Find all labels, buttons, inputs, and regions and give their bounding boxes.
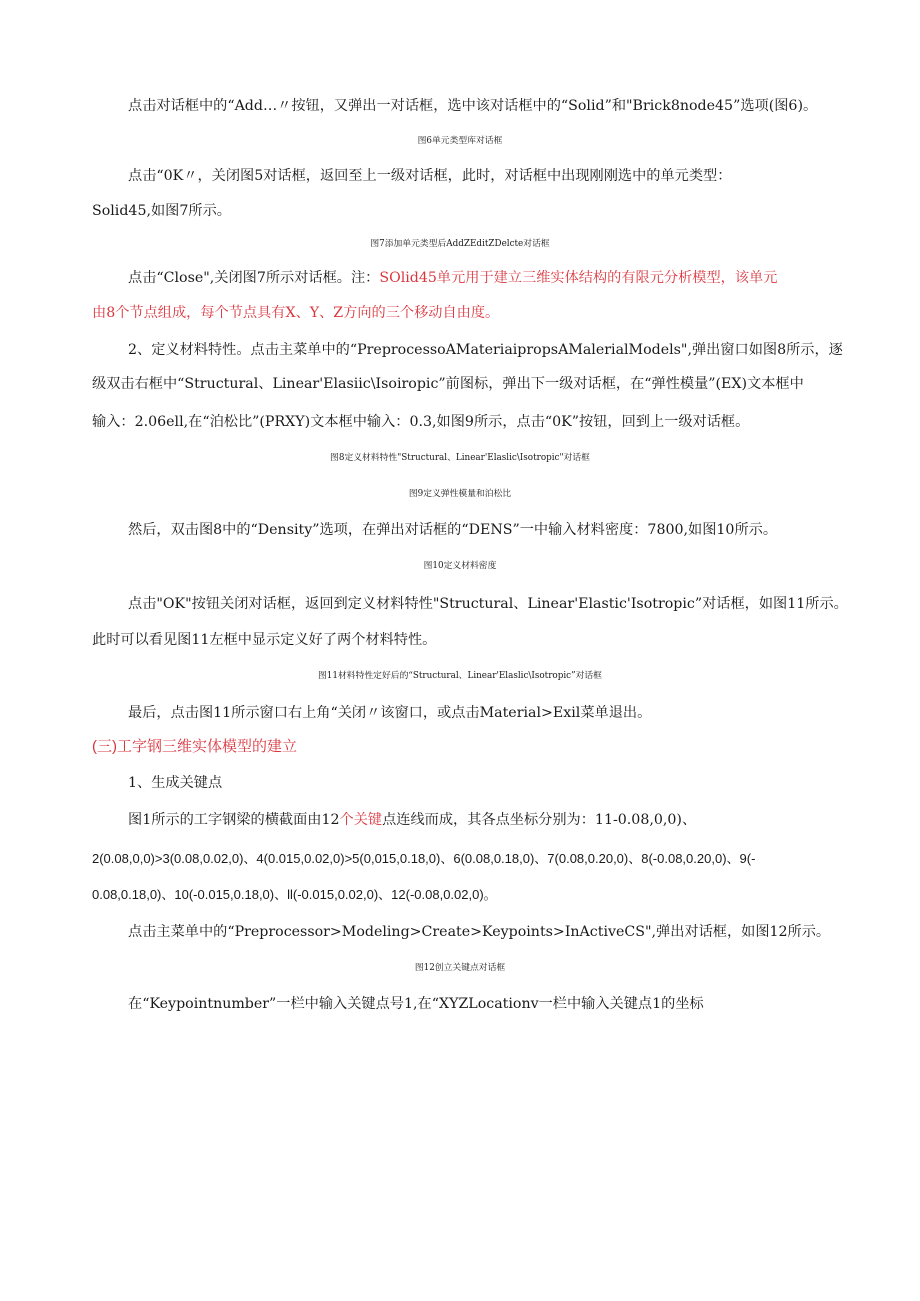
paragraph-define-material-2: 级双击右框中“Structural、Linear'Elasiic\Isoiropic”前图标，弹出下一级对话框，在“弹性模量”(EX)文本框中 xyxy=(92,376,804,392)
keypoint-coordinates-2: 0.08,0.18,0)、10(-0.015,0.18,0)、ll(-0.015,0.02,0)、12(-0.08,0.02,0)。 xyxy=(92,887,497,902)
paragraph-keypoints xyxy=(128,810,696,830)
figure-caption-11: 图11材料特性定好后的“Structural、Linear'Elaslic\Isotropic”对话框 xyxy=(318,671,602,681)
figure-caption-9: 图9定义弹性模量和泊松比 xyxy=(408,489,512,499)
paragraph-two-materials: 此时可以看见图11左框中显示定义好了两个材料特性。 xyxy=(92,632,437,648)
paragraph-add-element: 点击对话框中的“Add…〃按钮，又弹出一对话框，选中该对话框中的“Solid”和"Brick8node45”选项(图6)。 xyxy=(128,98,818,114)
close-note-text: 点击“Close",关闭图7所示对话框。注： xyxy=(128,270,380,286)
paragraph-create-keypoints: 点击主菜单中的“Preprocessor>Modeling>Create>Keypoints>InActiveCS",弹出对话框，如图12所示。 xyxy=(128,924,831,940)
paragraph-density: 然后，双击图8中的“Density”选项，在弹出对话框的“DENS”一中输入材料密度：7800,如图10所示。 xyxy=(128,522,778,538)
figure-caption-7: 图7添加单元类型后AddZEditZDelcte对话框 xyxy=(370,239,550,249)
figure-caption-10: 图10定义材料密度 xyxy=(423,561,497,571)
keypoints-text-a: 图1所示的工字钢梁的横截面由12 xyxy=(128,812,340,828)
solid45-note-continued: 由8个节点组成，每个节点具有X、Y、Z方向的三个移动自由度。 xyxy=(92,305,500,321)
paragraph-define-material-3: 输入：2.06ell,在“泊松比”(PRXY)文本框中输入：0.3,如图9所示，点击“0K”按钮，回到上一级对话框。 xyxy=(92,414,750,430)
paragraph-define-material: 2、定义材料特性。点击主菜单中的“PreprocessoAMateriaipropsAMalerialModels",弹出窗口如图8所示，逐 xyxy=(128,342,843,358)
keypoint-coordinates-1: 2(0.08,0,0)>3(0.08,0.02,0)、4(0.015,0.02,0)>5(0,015,0.18,0)、6(0.08,0.18,0)、7(0.08,0.20,0)、8(-0.08,0.20,0)、9(- xyxy=(92,851,756,866)
figure-caption-8: 图8定义材料特性"Structural、Linear'Elaslic\Isotropic"对话框 xyxy=(330,453,590,463)
figure-caption-6: 图6单元类型库对话框 xyxy=(417,136,503,146)
paragraph-keypoint-number: 在“Keypointnumber”一栏中输入关键点号1,在“XYZLocationv一栏中输入关键点1的坐标 xyxy=(128,996,704,1012)
section-heading-3: (三)工字钢三维实体模型的建立 xyxy=(92,738,297,755)
paragraph-ok-return: 点击"OK"按钮关闭对话框，返回到定义材料特性"Structural、Linear'Elastic'Isotropic”对话框，如图11所示。 xyxy=(128,596,848,612)
paragraph-solid45: Solid45,如图7所示。 xyxy=(92,203,231,219)
solid45-note-highlight: SOlid45单元用于建立三维实体结构的有限元分析模型，该单元 xyxy=(379,270,778,286)
keypoints-text-c: 点连线而成，其各点坐标分别为：11-0.08,0,0)、 xyxy=(382,812,697,828)
paragraph-close-note xyxy=(128,268,777,288)
paragraph-exit: 最后，点击图11所示窗口右上角“关闭〃该窗口，或点击Material>Exil菜单退出。 xyxy=(128,705,652,721)
paragraph-ok-close: 点击“0K〃，关闭图5对话框，返回至上一级对话框，此时，对话框中出现刚刚选中的单元类型： xyxy=(128,168,732,184)
figure-caption-12: 图12创立关键点对话框 xyxy=(414,963,506,973)
keypoints-highlight: 个关键 xyxy=(339,812,383,828)
subsection-heading-keypoints: 1、生成关键点 xyxy=(128,775,223,791)
